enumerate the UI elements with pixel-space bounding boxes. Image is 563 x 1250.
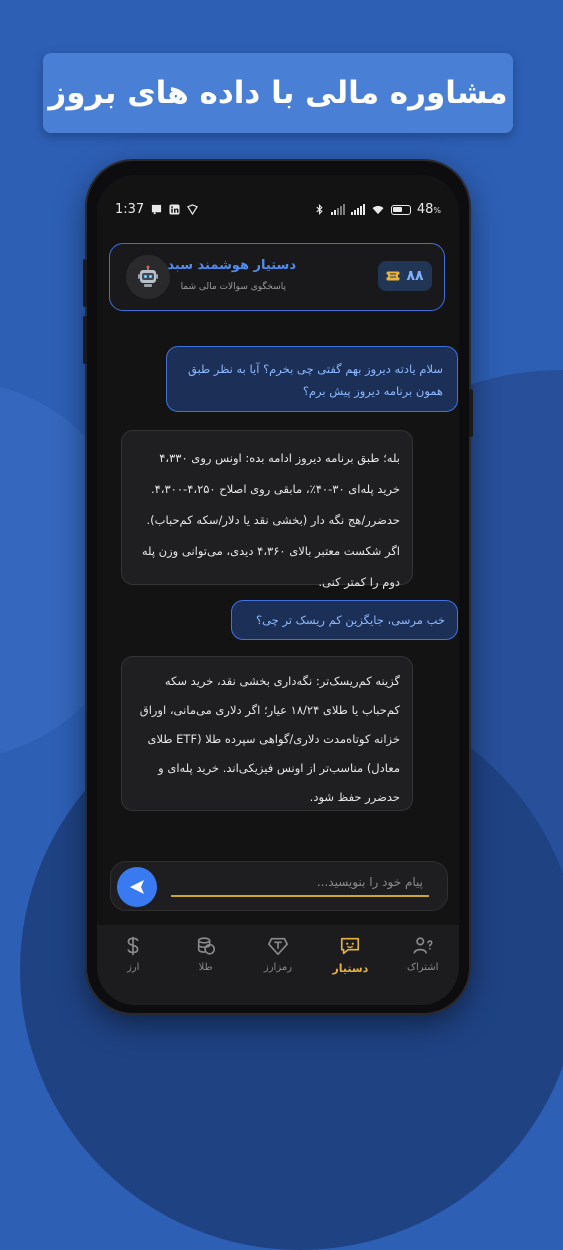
phone-screen <box>97 175 459 1005</box>
notification-icon <box>151 204 162 215</box>
phone-power-button <box>469 389 473 437</box>
battery-percent: 48% <box>416 202 441 217</box>
bottom-tab-bar <box>97 925 459 1005</box>
assistant-header <box>109 243 445 311</box>
tab-crypto[interactable] <box>244 935 312 973</box>
phone-side-button <box>83 259 87 307</box>
bluetooth-icon <box>314 204 325 215</box>
battery-icon <box>391 205 411 215</box>
user-message: خب مرسی، جایگزین کم ریسک تر چی؟ <box>231 600 458 640</box>
send-button[interactable] <box>117 867 157 907</box>
promo-banner <box>43 53 513 133</box>
tether-icon <box>267 935 289 957</box>
coin-count: ۸۸ <box>406 268 424 284</box>
assistant-message: بله؛ طبق برنامه دیروز ادامه بده: اونس روی ۴،۳۳۰ خرید پله‌ای ۳۰-۴۰٪، مابقی روی اصلاح ۴،۲۵۰-۴،۳۰۰. حدضرر/هج نگه دار (بخشی نقد یا دلار/سکه کم‌حباب). اگر شکست معتبر بالای ۴،۳۶۰ دیدی، می‌توانی وزن پله دوم را کمتر کنی. <box>121 430 413 585</box>
tab-currency[interactable] <box>99 935 167 973</box>
assistant-message: گزینه کم‌ریسک‌تر: نگه‌داری بخشی نقد، خرید سکه کم‌حباب یا طلای ۱۸/۲۴ عیار؛ اگر دلاری می‌مانی، اوراق خزانه کوتاه‌مدت دلاری/گواهی سپرده طلا (ETF طلای معادل) مناسب‌تر از اونس فیزیکی‌اند. خرید پله‌ای و حدضرر حفظ شود. <box>121 656 413 811</box>
tab-gold[interactable] <box>172 935 240 973</box>
tab-label: طلا <box>198 962 213 973</box>
clock: 1:37 <box>115 202 145 217</box>
tab-assistant[interactable] <box>316 935 384 975</box>
user-question-icon <box>412 935 434 957</box>
banner-title: مشاوره مالی با داده های بروز <box>48 75 508 111</box>
ticket-icon <box>386 271 400 281</box>
message-composer <box>110 861 448 911</box>
chat-bot-icon <box>339 935 361 957</box>
tab-label: دستیار <box>332 962 369 975</box>
tab-label: رمزارز <box>263 962 293 973</box>
send-icon <box>129 879 145 895</box>
dollar-icon <box>122 935 144 957</box>
phone-side-button <box>83 316 87 364</box>
linkedin-icon <box>169 204 180 215</box>
assistant-name: دستیار هوشمند سبد <box>167 258 296 273</box>
signal-strength-icon <box>331 204 345 215</box>
signal-strength-icon <box>351 204 365 215</box>
assistant-avatar <box>126 255 170 299</box>
tab-label: اشتراک <box>407 962 439 973</box>
status-bar <box>115 202 441 222</box>
tab-subscription[interactable] <box>389 935 457 973</box>
wifi-icon <box>371 204 385 215</box>
message-input[interactable] <box>171 869 429 897</box>
vpn-shield-icon <box>187 204 198 215</box>
phone-frame <box>87 161 469 1013</box>
coins-stack-icon <box>195 935 217 957</box>
coin-balance-badge[interactable] <box>378 261 432 291</box>
tab-label: ارز <box>126 962 140 973</box>
assistant-subtitle: پاسخگوی سوالات مالی شما <box>180 282 286 292</box>
user-message: سلام یادته دیروز بهم گفتی چی بخرم؟ آیا به نظر طبق همون برنامه دیروز پیش برم؟ <box>166 346 458 412</box>
robot-icon <box>136 265 160 289</box>
